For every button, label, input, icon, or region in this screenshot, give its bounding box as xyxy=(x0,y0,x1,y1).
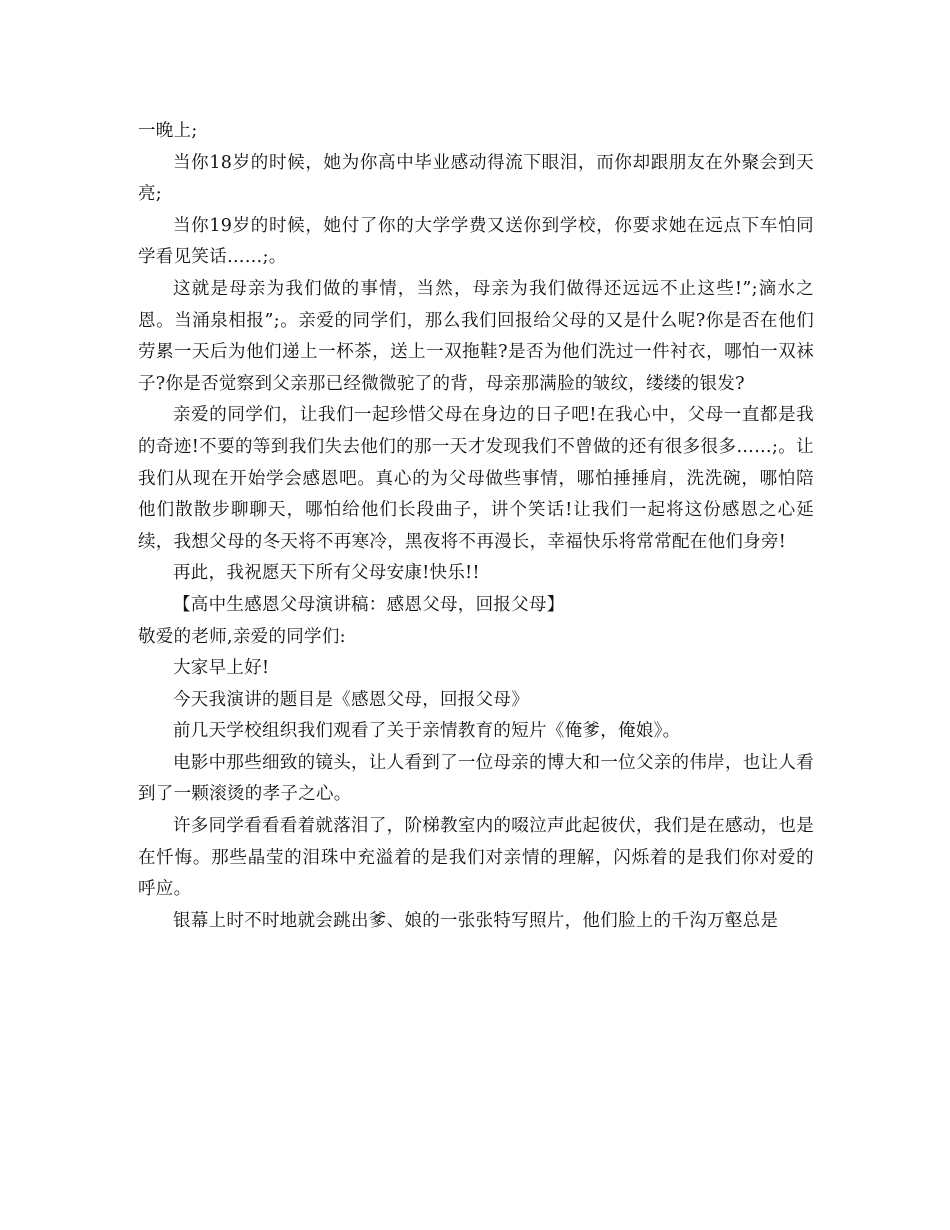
paragraph-4: 这就是母亲为我们做的事情，当然，母亲为我们做得还远远不止这些!”;滴水之恩。当涌泉相报”;。亲爱的同学们，那么我们回报给父母的又是什么呢?你是否在他们劳累一天后为他们递上一杯茶，送上一双拖鞋?是否为他们洗过一件衬衣，哪怕一双袜子?你是否觉察到父亲那已经微微驼了的背，母亲那满脸的皱纹，缕缕的银发? xyxy=(138,278,814,394)
paragraph-14: 银幕上时不时地就会跳出爹、娘的一张张特写照片，他们脸上的千沟万壑总是 xyxy=(173,910,779,931)
speech-topic: 今天我演讲的题目是《感恩父母，回报父母》 xyxy=(173,689,529,710)
paragraph-3: 当你19岁的时候，她付了你的大学学费又送你到学校，你要求她在远点下车怕同学看见笑话……;。 xyxy=(138,215,814,268)
paragraph-6: 再此，我祝愿天下所有父母安康!快乐!! xyxy=(173,563,480,584)
greeting: 大家早上好! xyxy=(173,658,270,679)
section-heading: 【高中生感恩父母演讲稿：感恩父母，回报父母】 xyxy=(173,594,565,615)
paragraph-5: 亲爱的同学们，让我们一起珍惜父母在身边的日子吧!在我心中，父母一直都是我的奇迹!不要的等到我们失去他们的那一天才发现我们不曾做的还有很多很多……;。让我们从现在开始学会感恩吧。真心的为父母做些事情，哪怕捶捶肩，洗洗碗，哪怕陪他们散散步聊聊天，哪怕给他们长段曲子，讲个笑话!让我们一起将这份感恩之心延续，我想父母的冬天将不再寒冷，黑夜将不再漫长，幸福快乐将常常配在他们身旁! xyxy=(138,405,814,552)
paragraph-1: 一晚上; xyxy=(138,121,198,141)
document-body xyxy=(138,116,814,937)
salutation: 敬爱的老师,亲爱的同学们: xyxy=(138,626,346,647)
paragraph-2: 当你18岁的时候，她为你高中毕业感动得流下眼泪，而你却跟朋友在外聚会到天亮; xyxy=(138,152,814,205)
paragraph-13: 许多同学看看看着就落泪了，阶梯教室内的啜泣声此起彼伏，我们是在感动，也是在忏悔。那些晶莹的泪珠中充溢着的是我们对亲情的理解，闪烁着的是我们你对爱的呼应。 xyxy=(138,816,814,900)
paragraph-12: 电影中那些细致的镜头，让人看到了一位母亲的博大和一位父亲的伟岸，也让人看到了一颗滚烫的孝子之心。 xyxy=(138,752,814,805)
paragraph-11: 前几天学校组织我们观看了关于亲情教育的短片《俺爹，俺娘》。 xyxy=(173,721,681,742)
